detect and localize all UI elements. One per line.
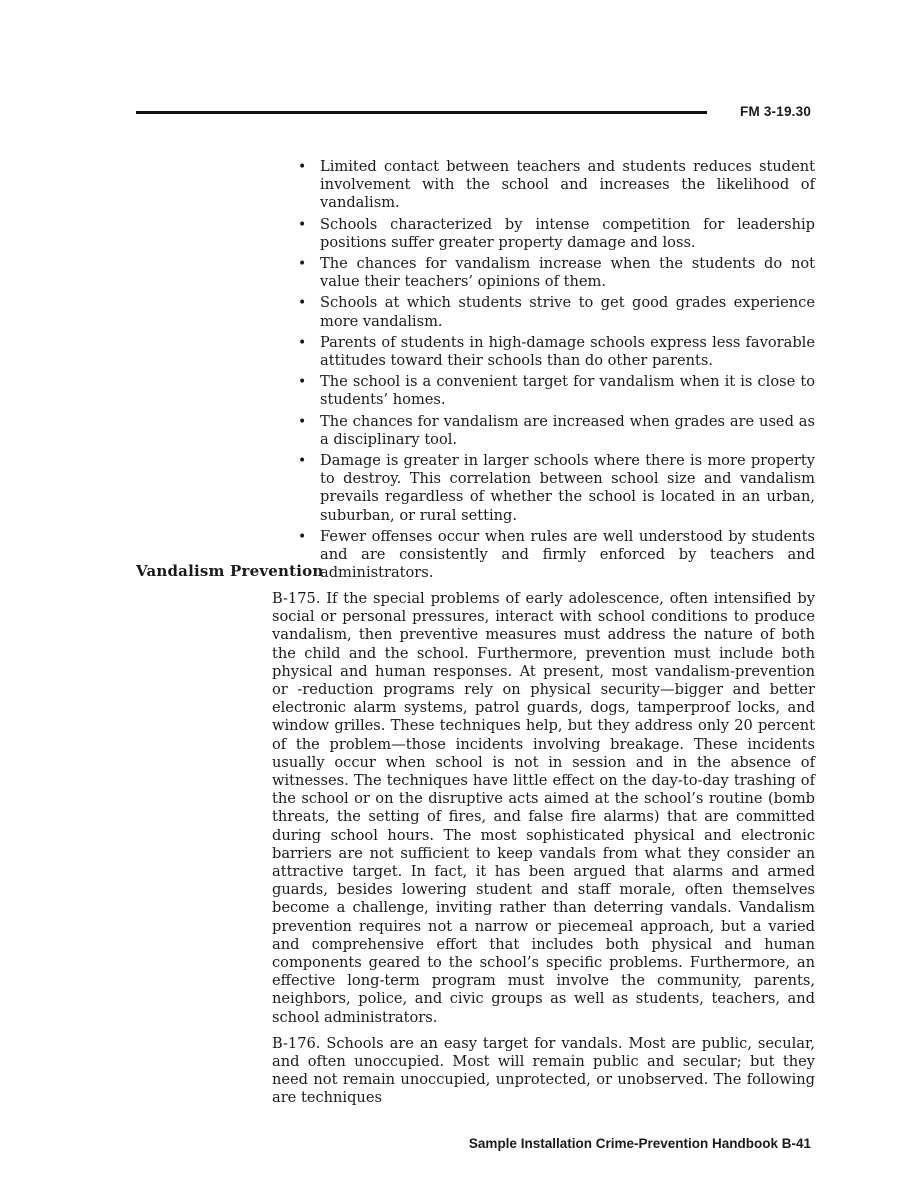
bullet-item [298, 452, 815, 525]
section-body [272, 590, 815, 1116]
bullet-icon: • [298, 374, 307, 391]
bullet-icon: • [298, 295, 307, 312]
bullet-list [298, 158, 815, 585]
paragraph-b-176: B-176. Schools are an easy target for vandals. Most are public, secular, and often unoccupied. Most will remain public and secular; but they need not remain unoccupied, unprotected, or unobserved. The following are techniques [272, 1034, 815, 1107]
bullet-text: Fewer offenses occur when rules are well understood by students and are consistently and firmly enforced by teachers and administrators. [320, 527, 815, 582]
bullet-item [298, 216, 815, 252]
bullet-text: Limited contact between teachers and students reduces student involvement with the school and increases the likelihood of vandalism. [320, 158, 815, 212]
page-footer: Sample Installation Crime-Prevention Handbook B-41 [468, 1136, 811, 1151]
bullet-item [298, 158, 815, 213]
bullet-text: Schools characterized by intense competition for leadership positions suffer greater property damage and loss. [320, 215, 815, 251]
bullet-icon: • [298, 528, 307, 545]
bullet-text: Damage is greater in larger schools where there is more property to destroy. This correlation between school size and vandalism prevails regardless of whether the school is located in an urban, suburban, or rural setting. [320, 452, 815, 524]
bullet-text: The chances for vandalism increase when the students do not value their teachers’ opinions of them. [320, 255, 815, 291]
bullet-icon: • [298, 216, 307, 233]
bullet-icon: • [298, 334, 307, 351]
bullet-item [298, 413, 815, 449]
bullet-text: Parents of students in high-damage schools express less favorable attitudes toward their schools than do other parents. [320, 333, 815, 370]
section-heading: Vandalism Prevention [136, 562, 324, 580]
header-rule [136, 111, 707, 114]
bullet-item [298, 334, 815, 370]
bullet-icon: • [298, 256, 307, 273]
bullet-text: The chances for vandalism are increased when grades are used as a disciplinary tool. [320, 412, 815, 448]
paragraph-b-175: B-175. If the special problems of early adolescence, often intensified by social or personal pressures, interact with school conditions to produce vandalism, then preventive measures must address the nature of both the child and the school. Furthermore, prevention must include both physical and human responses. At present, most vandalism-prevention or -reduction programs rely on physical security—bigger and better electronic alarm systems, patrol guards, dogs, tamperproof locks, and window grilles. These techniques help, but they address only 20 percent of the problem—those incidents involving breakage. These incidents usually occur when school is not in session and in the absence of witnesses. The techniques have little effect on the day-to-day trashing of the school or on the disruptive acts aimed at the school’s routine (bomb threats, the setting of fires, and false fire alarms) that are committed during school hours. The most sophisticated physical and electronic barriers are not sufficient to keep vandals from what they consider an attractive target. In fact, it has been argued that alarms and armed guards, besides lowering student and staff morale, often themselves become a challenge, inviting rather than deterring vandals. Vandalism prevention requires not a narrow or piecemeal approach, but a varied and comprehensive effort that includes both physical and human components geared to the school’s specific problems. Furthermore, an effective long-term program must involve the community, parents, neighbors, police, and civic groups as well as students, teachers, and school administrators. [272, 590, 815, 1026]
bullet-icon: • [298, 453, 307, 470]
bullet-item [298, 373, 815, 409]
bullet-text: Schools at which students strive to get good grades experience more vandalism. [320, 294, 815, 330]
document-id: FM 3-19.30 [740, 104, 812, 119]
bullet-icon: • [298, 159, 307, 175]
bullet-item [298, 255, 815, 291]
bullet-text: The school is a convenient target for vandalism when it is close to students’ homes. [320, 373, 815, 409]
bullet-icon: • [298, 413, 307, 430]
bullet-item [298, 528, 815, 583]
bullet-item [298, 294, 815, 330]
